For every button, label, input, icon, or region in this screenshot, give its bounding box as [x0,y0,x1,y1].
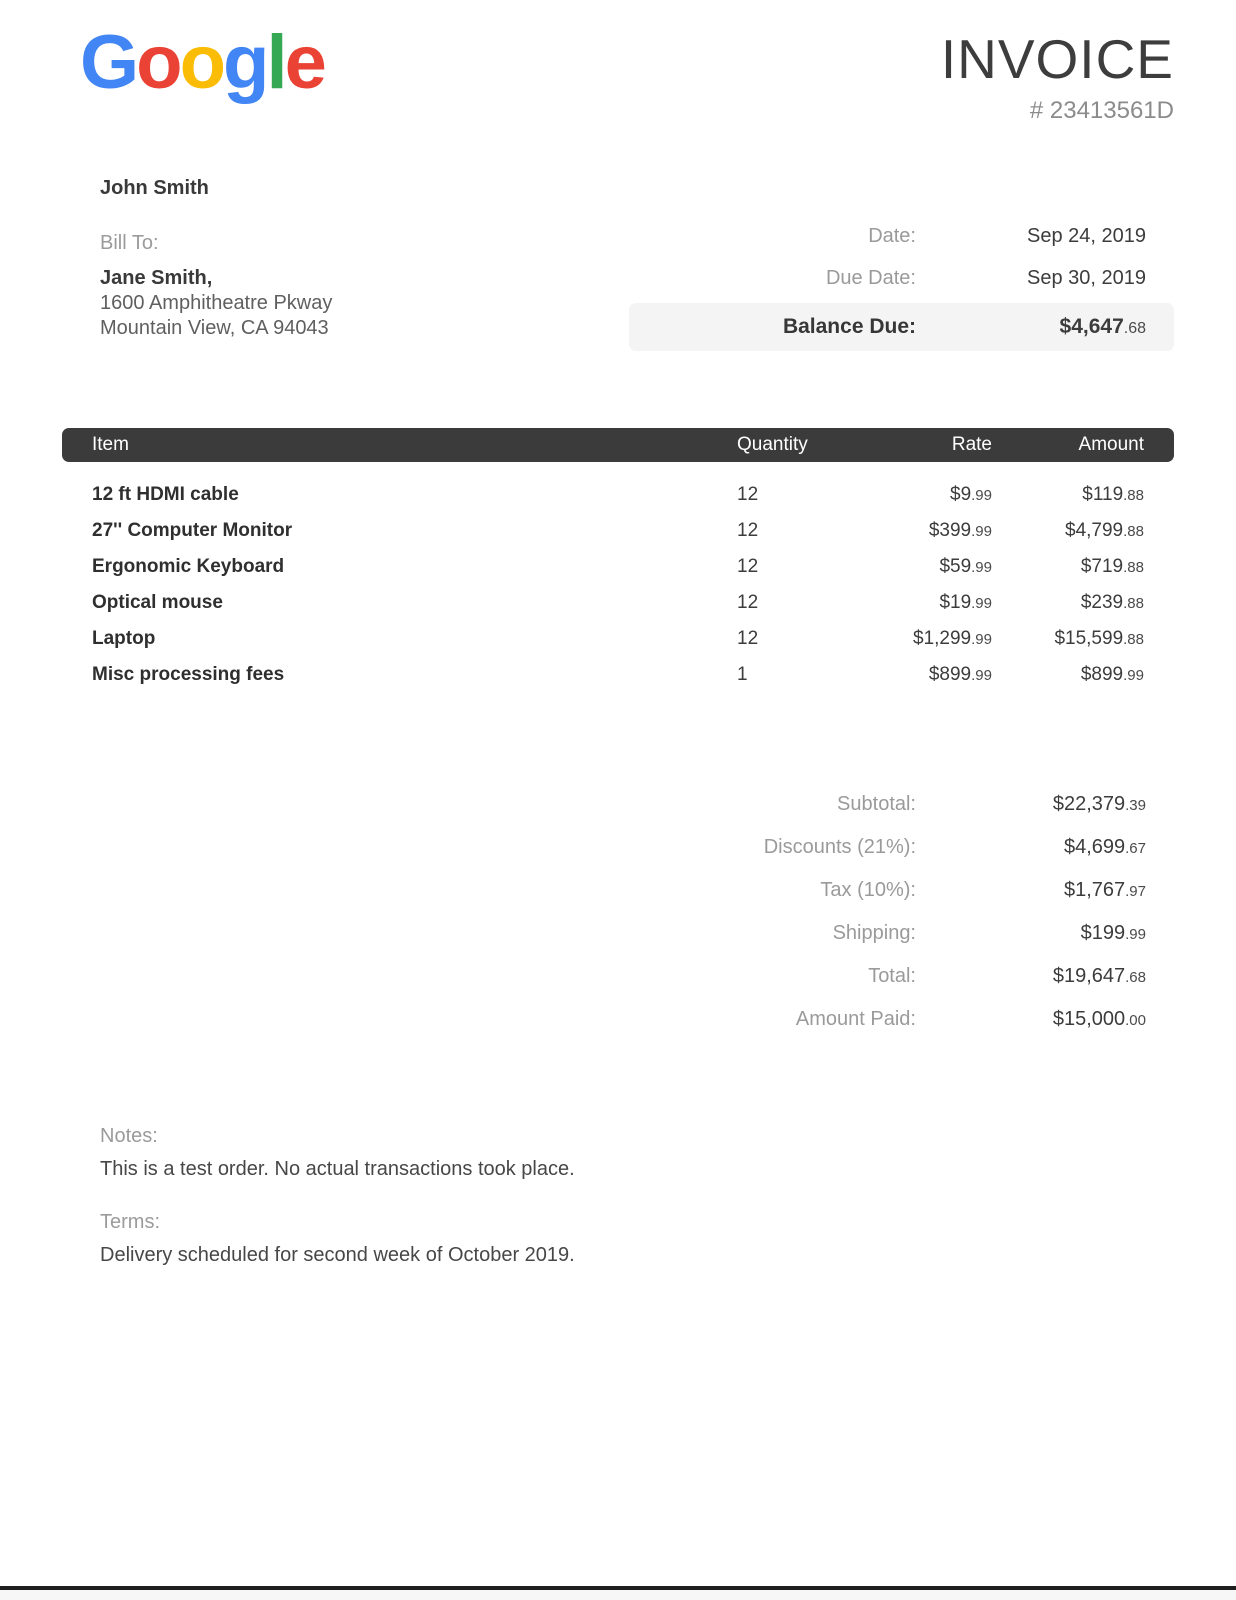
item-qty: 12 [737,556,759,577]
table-row [62,657,1174,693]
logo-letter: o [136,20,180,105]
discounts-value: $4,699.67 [1063,836,1146,858]
line-items-table [62,428,1174,693]
total-label: Total: [868,965,916,987]
balance-due-row [629,303,1174,351]
due-date-label: Due Date: [825,266,916,289]
column-header-quantity: Quantity [737,428,837,462]
tax-row [629,869,1174,912]
logo-letter: o [179,20,223,105]
notes-label: Notes: [100,1125,158,1147]
invoice-header [62,0,1174,125]
item-rate: $9.99 [950,484,992,505]
column-header-item: Item [62,428,737,462]
totals-section [62,783,1174,1041]
balance-due-value [916,315,1174,339]
bill-to-name: Jane Smith, [100,267,213,289]
item-qty: 1 [737,664,748,685]
item-rate: $899.99 [928,664,992,685]
invoice-number: # 23413561D [1029,97,1174,124]
table-row [62,585,1174,621]
item-name: Optical mouse [92,592,223,613]
item-rate: $59.99 [939,556,992,577]
table-row [62,462,1174,513]
bill-to-address-line1: 1600 Amphitheatre Pkway [100,292,333,314]
due-date-row [629,257,1174,299]
item-rate: $1,299.99 [913,628,992,649]
bill-to-label: Bill To: [100,232,159,254]
page-bottom-margin [0,1590,1236,1600]
amount-paid-label: Amount Paid: [795,1008,916,1030]
notes-section [100,1125,1174,1181]
table-row [62,621,1174,657]
subtotal-label: Subtotal: [837,793,916,815]
logo-letter: G [80,20,137,105]
item-amount: $719.88 [1080,556,1144,577]
terms-label: Terms: [100,1211,160,1233]
invoice-title: INVOICE [940,28,1174,90]
item-amount: $899.99 [1080,664,1144,685]
balance-due-label: Balance Due: [782,315,916,338]
info-section [62,177,1174,351]
date-value: Sep 24, 2019 [1027,224,1146,247]
shipping-value: $199.99 [1080,922,1146,944]
due-date-value: Sep 30, 2019 [1027,266,1146,289]
billing-party-block [100,177,332,351]
terms-section [100,1211,1174,1267]
item-rate: $19.99 [939,592,992,613]
item-name: Laptop [92,628,156,649]
bill-to-address-line2: Mountain View, CA 94043 [100,317,329,339]
item-qty: 12 [737,484,759,505]
table-row [62,549,1174,585]
logo-letter: l [266,20,285,105]
balance-due-main: $4,647 [1059,315,1124,338]
logo-letter: e [284,20,324,105]
tax-label: Tax (10%): [820,879,916,901]
item-rate: $399.99 [928,520,992,541]
amount-paid-value: $15,000.00 [1052,1008,1146,1030]
item-amount: $239.88 [1080,592,1144,613]
sender-name: John Smith [100,177,209,199]
invoice-meta-block [629,215,1174,351]
table-row [62,513,1174,549]
tax-value: $1,767.97 [1063,879,1146,901]
item-qty: 12 [737,628,759,649]
amount-paid-row [629,998,1174,1041]
item-name: 27'' Computer Monitor [92,520,293,541]
item-amount: $119.88 [1082,484,1144,505]
shipping-row [629,912,1174,955]
item-name: Ergonomic Keyboard [92,556,285,577]
item-amount: $15,599.88 [1054,628,1144,649]
column-header-rate: Rate [837,428,992,462]
subtotal-row [629,783,1174,826]
item-amount: $4,799.88 [1065,520,1144,541]
terms-text: Delivery scheduled for second week of October 2019. [100,1244,575,1266]
invoice-title-block [941,18,1174,125]
item-name: 12 ft HDMI cable [92,484,239,505]
google-logo [80,18,324,108]
logo-letter: g [223,20,267,105]
date-row [629,215,1174,257]
item-qty: 12 [737,592,759,613]
discounts-label: Discounts (21%): [763,836,916,858]
balance-due-cents: .68 [1123,320,1146,337]
date-label: Date: [868,224,916,247]
item-qty: 12 [737,520,759,541]
shipping-label: Shipping: [832,922,916,944]
discounts-row [629,826,1174,869]
item-name: Misc processing fees [92,664,285,685]
notes-text: This is a test order. No actual transactions took place. [100,1158,575,1180]
subtotal-value: $22,379.39 [1052,793,1146,815]
table-header-row [62,428,1174,462]
total-row [629,955,1174,998]
column-header-amount: Amount [992,428,1174,462]
total-value: $19,647.68 [1052,965,1146,987]
